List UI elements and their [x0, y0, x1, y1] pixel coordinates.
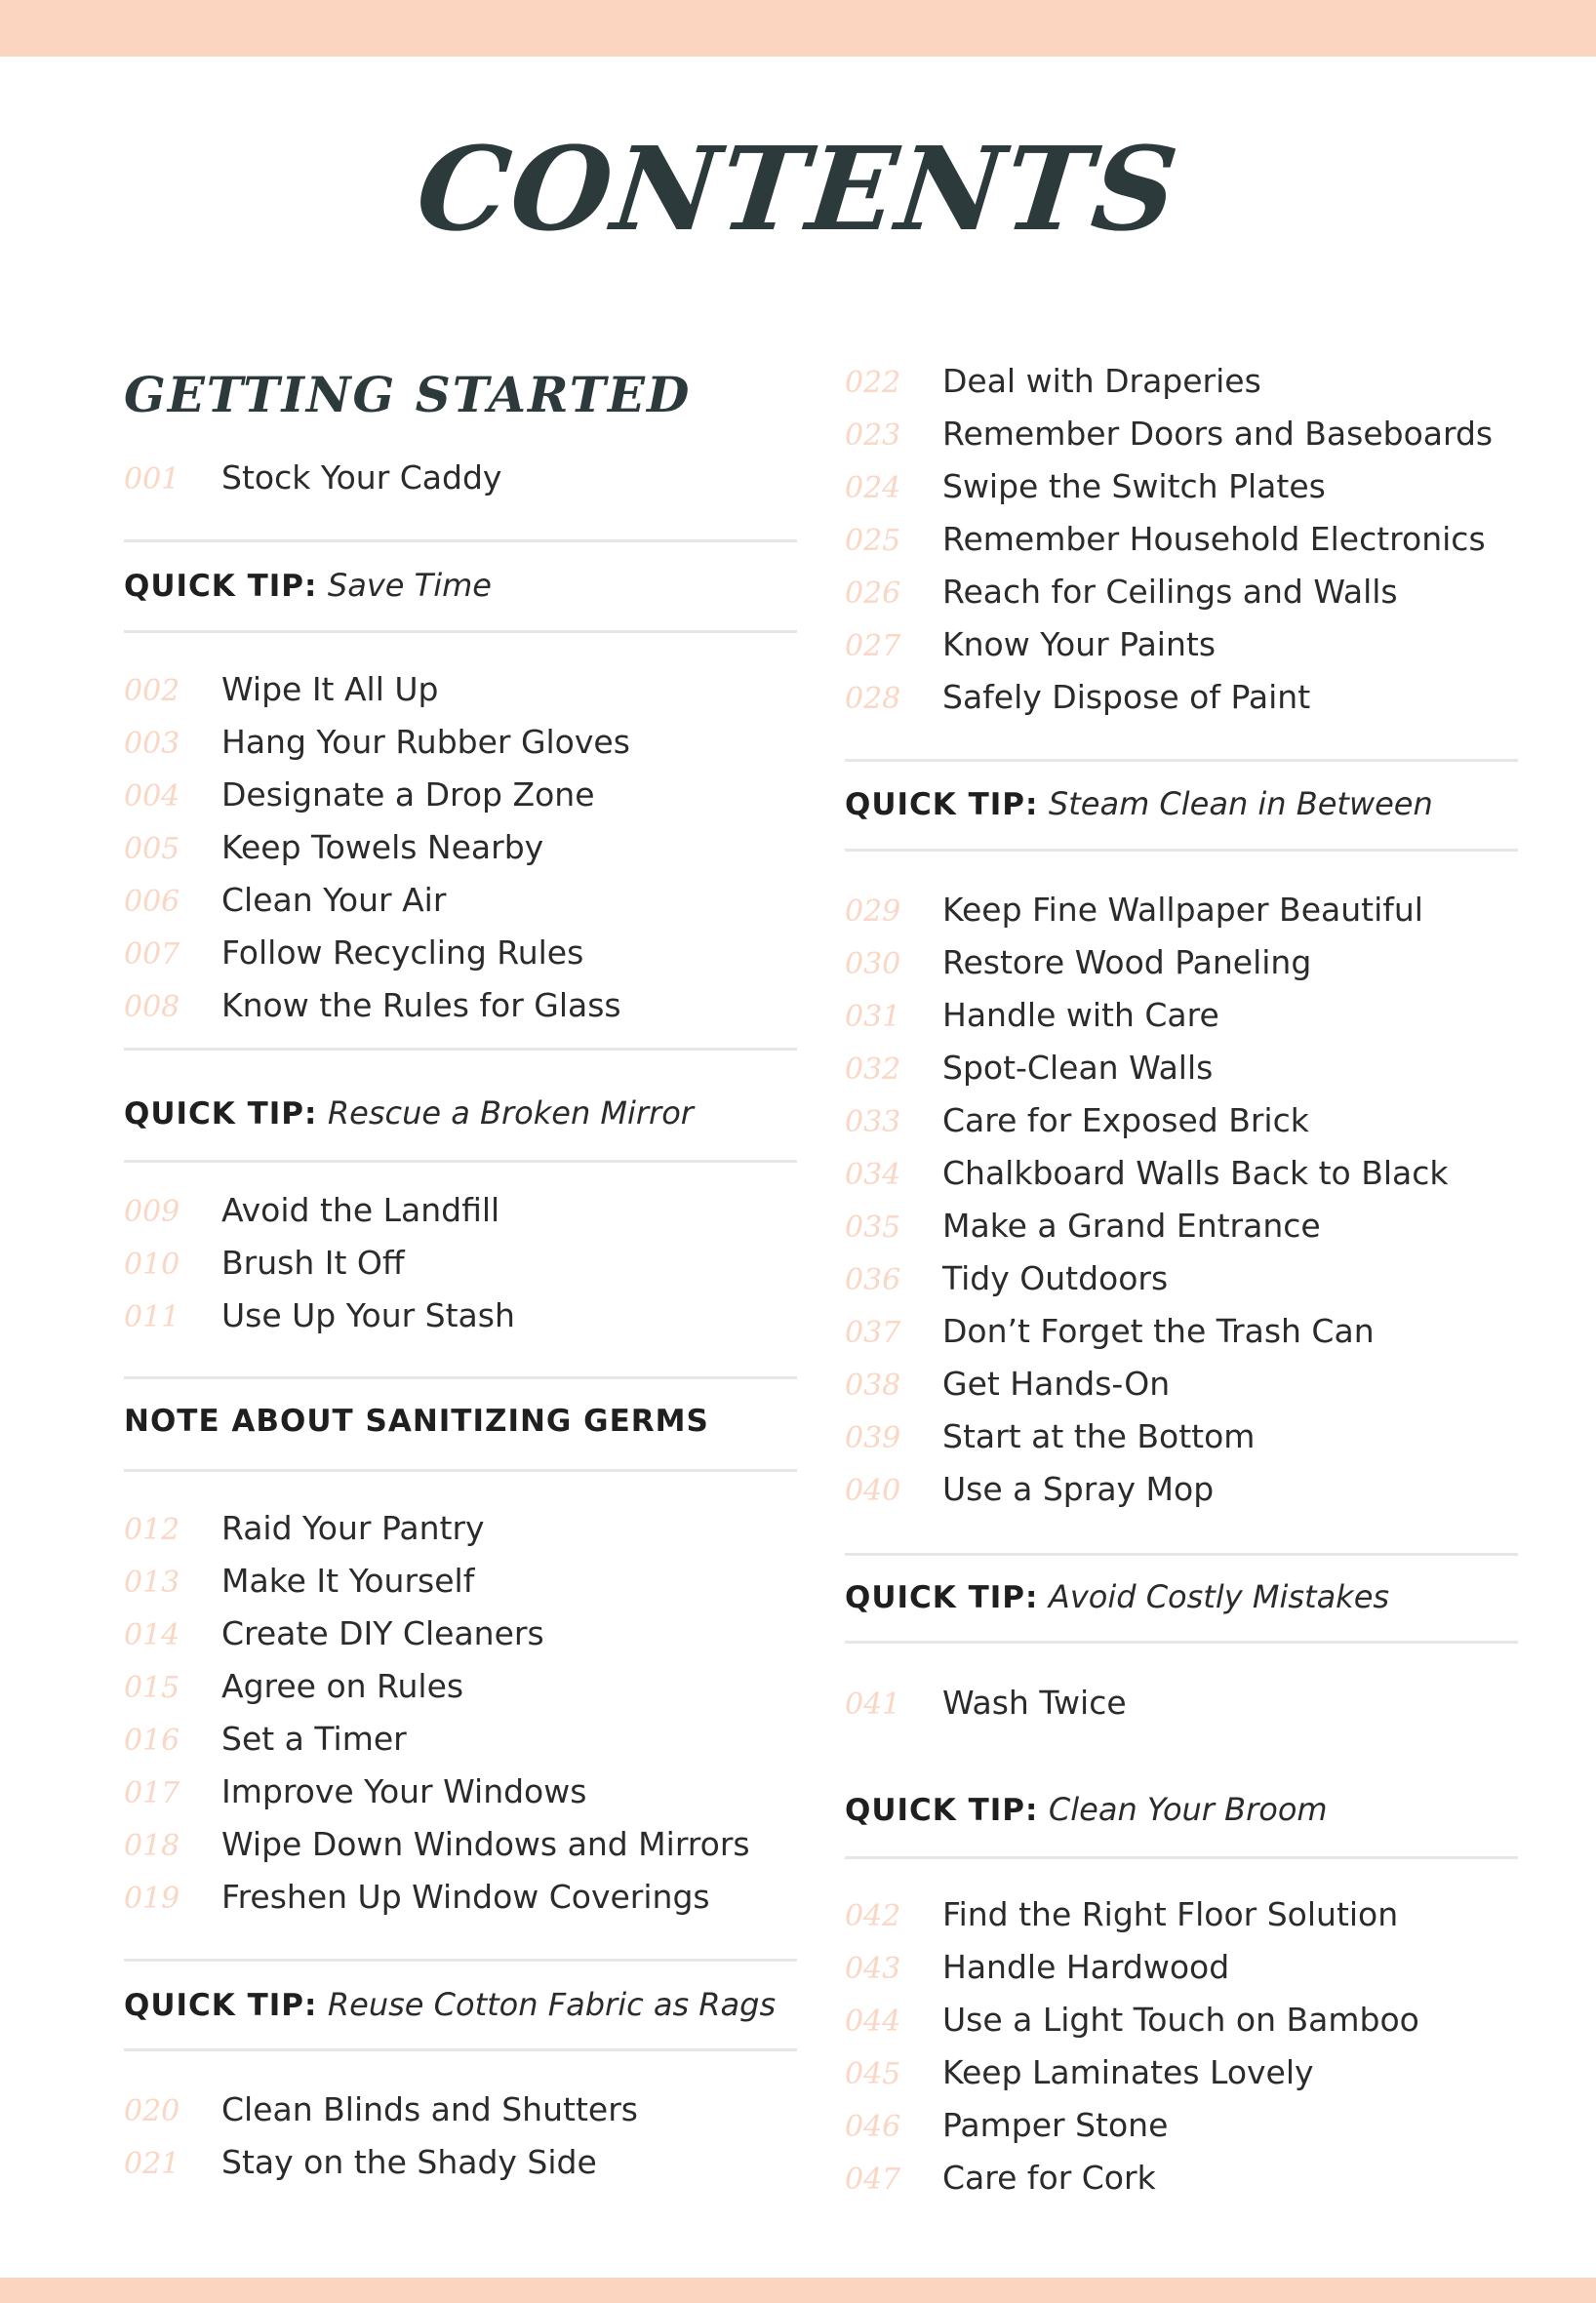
entry-number: 015 [124, 1671, 180, 1705]
toc-entry[interactable] [845, 408, 1493, 460]
note-heading[interactable]: NOTE ABOUT SANITIZING GERMS [124, 1404, 709, 1439]
toc-entry[interactable] [845, 355, 1261, 408]
quick-tip-prefix: QUICK TIP: [124, 1988, 318, 2023]
entry-title: Brush It Off [221, 1244, 405, 1282]
toc-entry[interactable] [845, 1094, 1309, 1147]
entry-number: 041 [845, 1688, 901, 1722]
entry-number: 025 [845, 524, 901, 558]
entry-number: 007 [124, 937, 180, 972]
entry-number: 006 [124, 885, 180, 919]
toc-entry[interactable] [124, 979, 621, 1032]
toc-entry[interactable] [845, 566, 1398, 618]
entry-title: Designate a Drop Zone [221, 775, 595, 814]
toc-entry[interactable] [845, 1941, 1229, 1994]
entry-number: 004 [124, 779, 180, 814]
entry-number: 034 [845, 1158, 901, 1192]
entry-title: Stay on the Shady Side [221, 2143, 597, 2181]
quick-tip[interactable] [124, 1087, 694, 1139]
entry-title: Swipe the Switch Plates [942, 467, 1326, 505]
toc-entry[interactable] [845, 1888, 1398, 1941]
entry-title: Create DIY Cleaners [221, 1614, 544, 1652]
toc-entry[interactable] [124, 1555, 474, 1608]
divider [124, 1469, 797, 1472]
toc-entry[interactable] [124, 1184, 499, 1237]
quick-tip-text: Clean Your Broom [1048, 1791, 1328, 1828]
entry-title: Chalkboard Walls Back to Black [942, 1154, 1449, 1192]
quick-tip[interactable] [845, 1570, 1389, 1623]
entry-number: 018 [124, 1829, 180, 1863]
section-heading: GETTING STARTED [124, 366, 692, 423]
entry-title: Make It Yourself [221, 1562, 475, 1600]
divider [124, 1959, 797, 1962]
entry-number: 003 [124, 727, 180, 761]
entry-title: Keep Fine Wallpaper Beautiful [942, 891, 1423, 929]
entry-title: Care for Cork [942, 2159, 1156, 2197]
toc-entry[interactable] [124, 452, 501, 504]
entry-title: Start at the Bottom [942, 1417, 1256, 1455]
entry-number: 021 [124, 2147, 180, 2181]
toc-entry[interactable] [845, 618, 1216, 671]
entry-title: Remember Doors and Baseboards [942, 415, 1494, 453]
entry-title: Wipe It All Up [221, 670, 439, 708]
quick-tip-text: Reuse Cotton Fabric as Rags [327, 1986, 777, 2023]
quick-tip[interactable] [845, 1783, 1328, 1836]
divider [845, 1553, 1518, 1556]
entry-number: 047 [845, 2163, 901, 2197]
entry-title: Don’t Forget the Trash Can [942, 1312, 1375, 1350]
entry-number: 032 [845, 1052, 901, 1087]
entry-title: Set a Timer [221, 1720, 407, 1758]
entry-title: Improve Your Windows [221, 1772, 587, 1810]
toc-entry[interactable] [845, 2046, 1314, 2099]
toc-entry[interactable] [845, 1200, 1321, 1252]
toc-entry[interactable] [845, 884, 1423, 936]
entry-number: 009 [124, 1195, 180, 1229]
toc-entry[interactable] [124, 1608, 544, 1660]
entry-number: 008 [124, 990, 180, 1024]
entry-number: 016 [124, 1724, 180, 1758]
entry-title: Use Up Your Stash [221, 1296, 515, 1334]
entry-title: Spot-Clean Walls [942, 1049, 1214, 1087]
entry-number: 019 [124, 1882, 180, 1916]
divider [124, 630, 797, 633]
entry-number: 013 [124, 1566, 180, 1600]
entry-number: 024 [845, 471, 901, 505]
entry-number: 039 [845, 1421, 901, 1455]
toc-entry[interactable] [124, 1660, 463, 1713]
entry-number: 030 [845, 947, 901, 981]
quick-tip-prefix: QUICK TIP: [845, 787, 1039, 822]
entry-title: Pamper Stone [942, 2106, 1169, 2144]
entry-number: 037 [845, 1316, 901, 1350]
divider [845, 1641, 1518, 1644]
divider [845, 759, 1518, 762]
quick-tip-text: Rescue a Broken Mirror [327, 1094, 694, 1132]
entry-number: 043 [845, 1952, 901, 1986]
toc-entry[interactable] [845, 2152, 1156, 2204]
entry-title: Follow Recycling Rules [221, 933, 584, 972]
entry-number: 011 [124, 1300, 180, 1334]
toc-entry[interactable] [124, 2136, 597, 2189]
entry-title: Get Hands-On [942, 1365, 1171, 1403]
entry-number: 035 [845, 1211, 901, 1245]
toc-entry[interactable] [845, 989, 1219, 1042]
divider [124, 1048, 797, 1051]
entry-title: Keep Laminates Lovely [942, 2053, 1314, 2091]
quick-tip[interactable] [124, 1978, 776, 2031]
entry-number: 040 [845, 1474, 901, 1508]
toc-entry[interactable] [845, 1994, 1419, 2046]
toc-entry[interactable] [124, 1290, 515, 1342]
toc-entry[interactable] [124, 769, 595, 821]
entry-title: Know the Rules for Glass [221, 986, 621, 1024]
toc-entry[interactable] [124, 1713, 407, 1766]
entry-number: 023 [845, 418, 901, 453]
entry-number: 022 [845, 366, 901, 400]
toc-entry[interactable] [845, 936, 1311, 989]
quick-tip-prefix: QUICK TIP: [124, 569, 318, 604]
toc-entry[interactable] [845, 1305, 1375, 1358]
toc-entry[interactable] [124, 1502, 485, 1555]
entry-title: Handle with Care [942, 996, 1219, 1034]
toc-entry[interactable] [124, 1871, 710, 1924]
entry-number: 014 [124, 1618, 180, 1652]
toc-entry[interactable] [845, 671, 1310, 724]
toc-entry[interactable] [845, 1410, 1255, 1463]
toc-entry[interactable] [845, 1358, 1170, 1410]
entry-title: Safely Dispose of Paint [942, 678, 1311, 716]
divider [124, 1160, 797, 1163]
bottom-color-band [0, 2278, 1596, 2303]
entry-number: 036 [845, 1263, 901, 1297]
entry-title: Make a Grand Entrance [942, 1207, 1321, 1245]
entry-number: 028 [845, 682, 901, 716]
toc-entry[interactable] [124, 874, 446, 927]
toc-entry[interactable] [845, 1463, 1214, 1516]
entry-number: 027 [845, 629, 901, 663]
entry-number: 045 [845, 2057, 901, 2091]
entry-number: 001 [124, 462, 180, 496]
entry-number: 033 [845, 1105, 901, 1139]
entry-title: Handle Hardwood [942, 1948, 1230, 1986]
entry-number: 020 [124, 2094, 180, 2128]
entry-title: Wipe Down Windows and Mirrors [221, 1825, 750, 1863]
entry-title: Care for Exposed Brick [942, 1101, 1309, 1139]
divider [124, 539, 797, 542]
entry-number: 005 [124, 832, 180, 866]
toc-entry[interactable] [124, 1237, 405, 1290]
entry-title: Raid Your Pantry [221, 1509, 485, 1547]
quick-tip[interactable] [124, 559, 492, 612]
toc-entry[interactable] [124, 716, 630, 769]
quick-tip[interactable] [845, 777, 1433, 830]
page-title: CONTENTS [411, 121, 1185, 257]
quick-tip-prefix: QUICK TIP: [845, 1793, 1039, 1828]
quick-tip-text: Steam Clean in Between [1048, 785, 1433, 822]
quick-tip-text: Avoid Costly Mistakes [1048, 1578, 1390, 1615]
entry-title: Use a Light Touch on Bamboo [942, 2001, 1419, 2039]
entry-title: Use a Spray Mop [942, 1470, 1215, 1508]
divider [845, 849, 1518, 852]
entry-title: Find the Right Floor Solution [942, 1895, 1399, 1933]
entry-title: Deal with Draperies [942, 362, 1261, 400]
toc-entry[interactable] [124, 821, 543, 874]
entry-title: Agree on Rules [221, 1667, 464, 1705]
entry-number: 026 [845, 576, 901, 611]
entry-number: 042 [845, 1899, 901, 1933]
entry-number: 002 [124, 674, 180, 708]
toc-entry[interactable] [124, 2084, 638, 2136]
toc-entry[interactable] [845, 1677, 1127, 1729]
entry-number: 044 [845, 2005, 901, 2039]
entry-title: Know Your Paints [942, 625, 1217, 663]
divider [845, 1856, 1518, 1859]
toc-entry[interactable] [124, 1766, 586, 1818]
entry-number: 012 [124, 1513, 180, 1547]
entry-title: Restore Wood Paneling [942, 943, 1312, 981]
entry-title: Wash Twice [942, 1684, 1127, 1722]
divider [124, 1376, 797, 1379]
toc-entry[interactable] [845, 1147, 1449, 1200]
toc-entry[interactable] [845, 460, 1326, 513]
entry-title: Remember Household Electronics [942, 520, 1486, 558]
toc-entry[interactable] [845, 1042, 1213, 1094]
entry-title: Clean Blinds and Shutters [221, 2090, 638, 2128]
entry-title: Avoid the Landfill [221, 1191, 500, 1229]
top-color-band [0, 0, 1596, 57]
toc-entry[interactable] [845, 1252, 1168, 1305]
toc-entry[interactable] [845, 2099, 1168, 2152]
entry-number: 029 [845, 894, 901, 929]
toc-entry[interactable] [124, 1818, 750, 1871]
entry-title: Freshen Up Window Coverings [221, 1878, 710, 1916]
entry-number: 010 [124, 1248, 180, 1282]
quick-tip-prefix: QUICK TIP: [124, 1096, 318, 1132]
toc-entry[interactable] [845, 513, 1486, 566]
entry-number: 031 [845, 1000, 901, 1034]
entry-number: 038 [845, 1369, 901, 1403]
toc-entry[interactable] [124, 663, 438, 716]
entry-number: 046 [845, 2110, 901, 2144]
quick-tip-text: Save Time [327, 567, 492, 604]
divider [124, 2048, 797, 2051]
entry-title: Hang Your Rubber Gloves [221, 723, 630, 761]
entry-title: Keep Towels Nearby [221, 828, 544, 866]
entry-number: 017 [124, 1776, 180, 1810]
entry-title: Clean Your Air [221, 881, 447, 919]
entry-title: Reach for Ceilings and Walls [942, 573, 1398, 611]
entry-title: Stock Your Caddy [221, 458, 502, 496]
toc-entry[interactable] [124, 927, 583, 979]
quick-tip-prefix: QUICK TIP: [845, 1580, 1039, 1615]
entry-title: Tidy Outdoors [942, 1259, 1169, 1297]
